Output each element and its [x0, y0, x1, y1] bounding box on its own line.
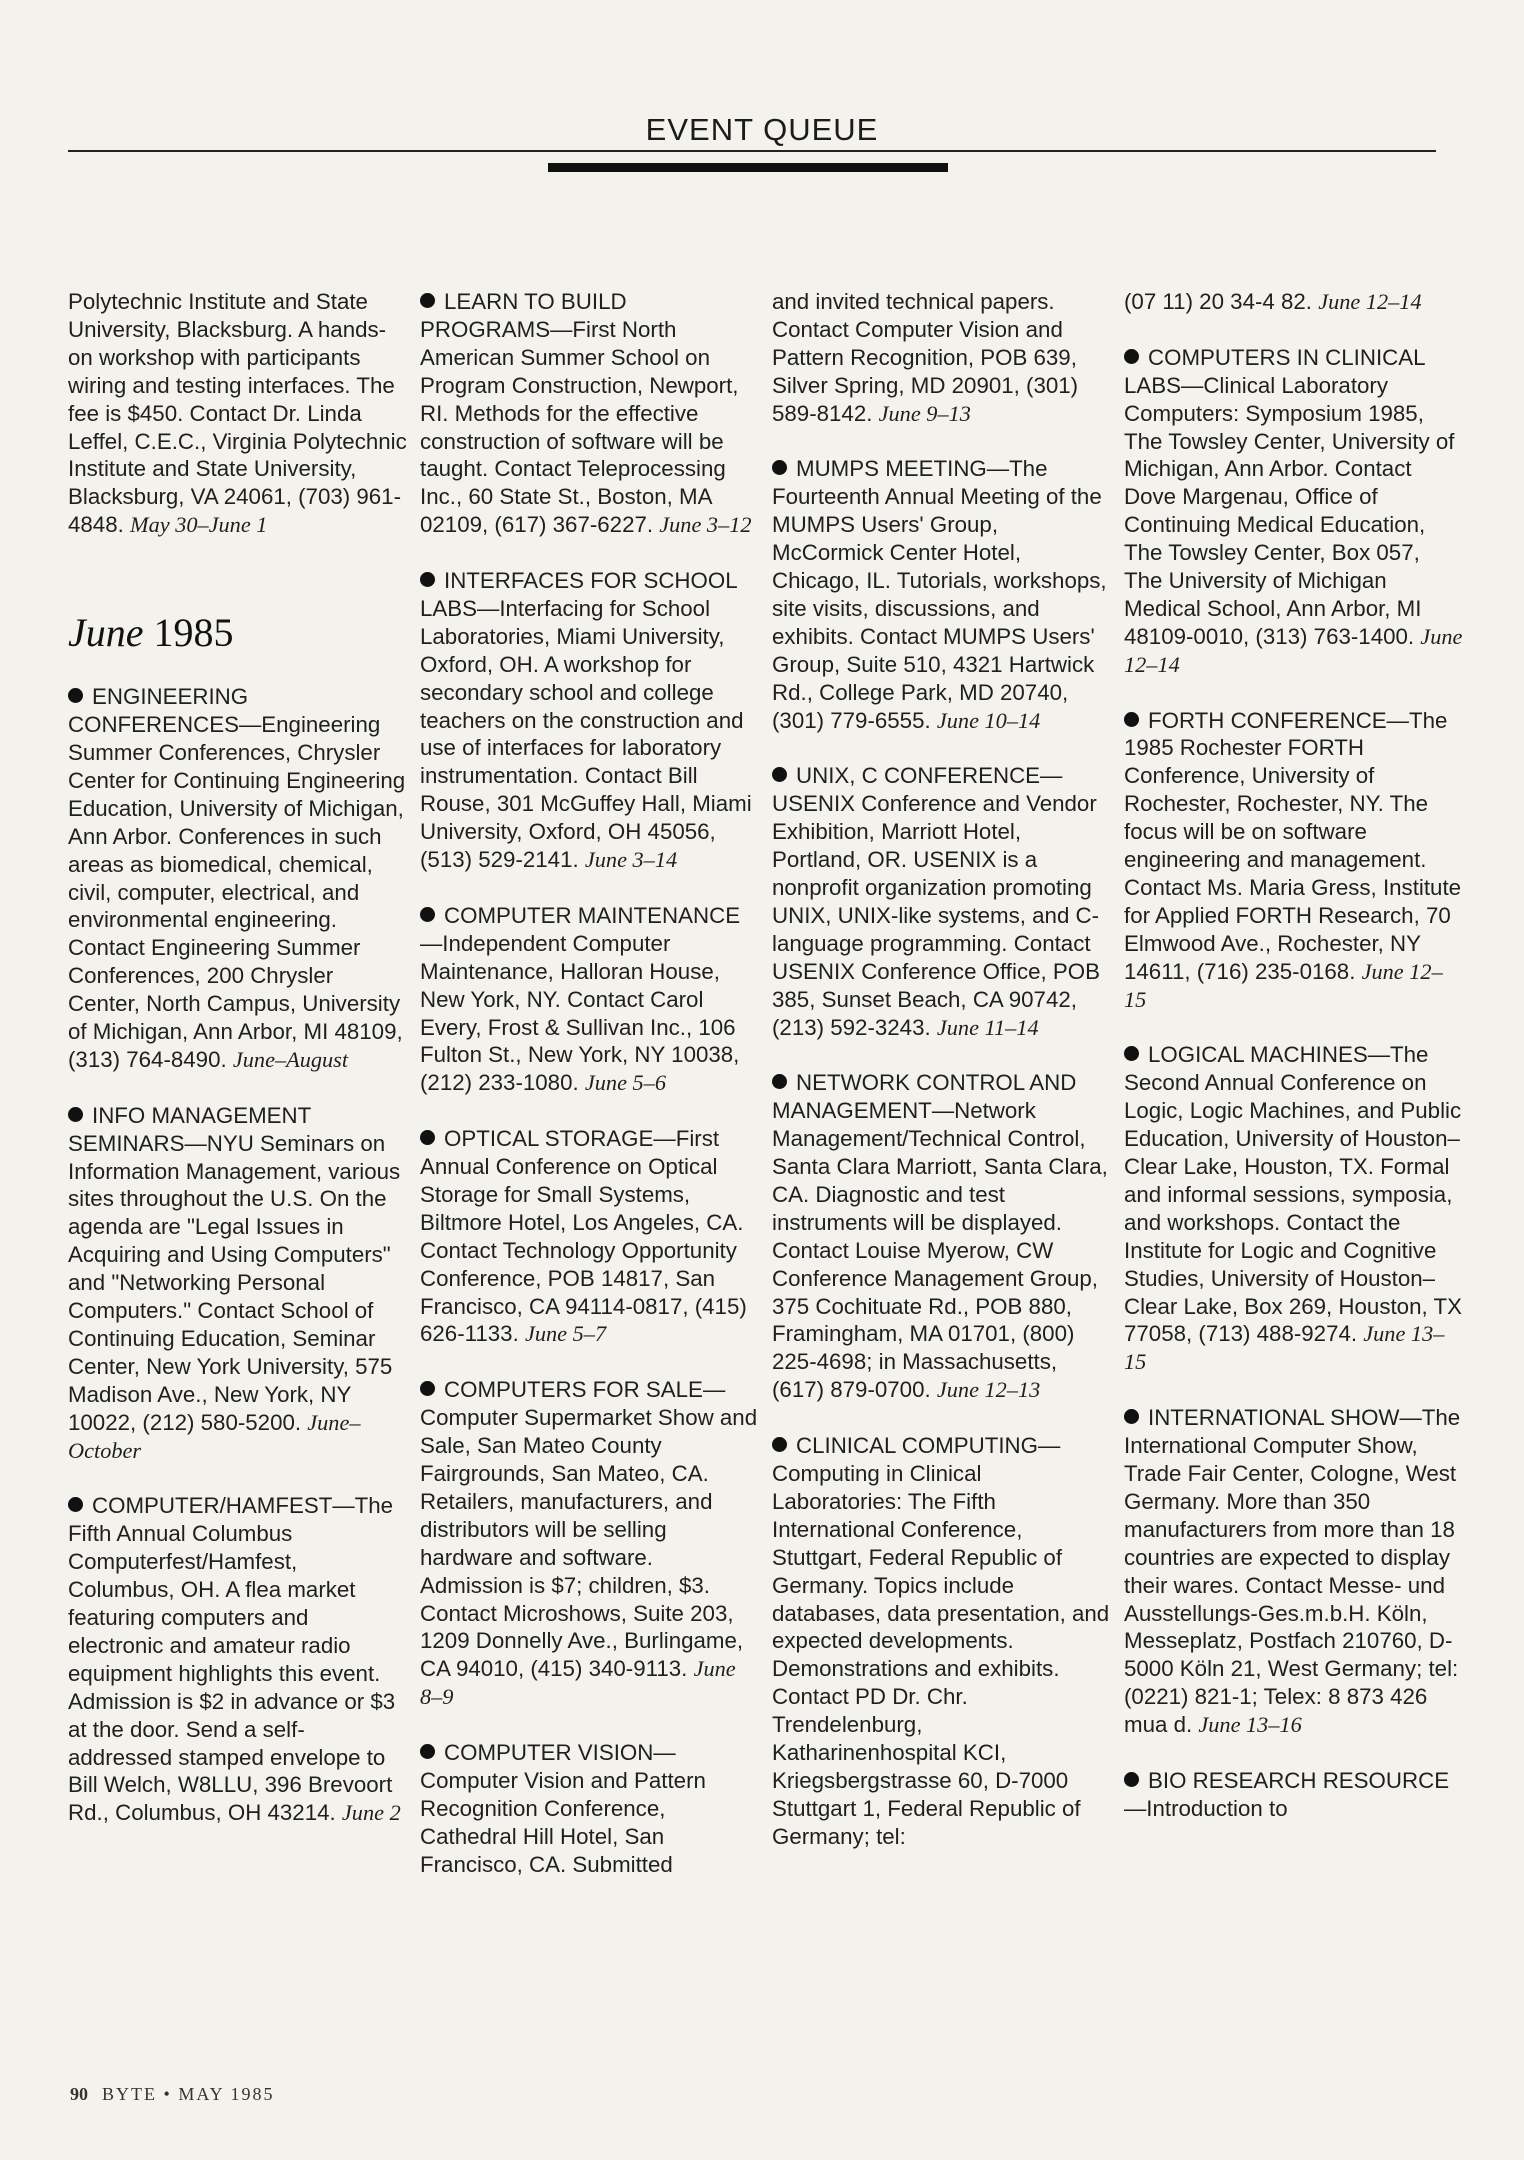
column-2: [420, 288, 760, 1906]
event-title: COMPUTERS FOR SALE: [444, 1377, 703, 1403]
event-listing: [1124, 707, 1464, 1014]
event-listing: [420, 902, 760, 1097]
event-listing: [420, 288, 760, 539]
event-description: (07 11) 20 34-4 82.: [1124, 289, 1312, 314]
event-listing: [68, 288, 408, 539]
event-text: COMPUTER/HAMFEST—The Fifth Annual Columbus Computerfest/Hamfest, Columbus, OH. A flea market featuring computers and electronic and amateur radio equipment highlights this event. Admission is $2 in advance or $3 at the door. Send a self-addressed stamped envelope to Bill Welch, W8LLU, 396 Brevoort Rd., Columbus, OH 43214. June 2: [68, 1493, 401, 1826]
event-listing: [772, 762, 1112, 1041]
bullet-icon: [772, 1074, 787, 1089]
event-text: LEARN TO BUILD PROGRAMS—First North American Summer School on Program Construction, Newport, RI. Methods for the effective construction of software will be taught. Contact Teleprocessing Inc., 60 State St., Boston, MA 02109, (617) 367-6227. June 3–12: [420, 289, 752, 538]
column-4: [1124, 288, 1464, 1851]
event-description: USENIX Conference and Vendor Exhibition, Marriott Hotel, Portland, OR. USENIX is a nonprofit organization promoting UNIX, UNIX-like systems, and C-language programming. Contact USENIX Conference Office, POB 385, Sunset Beach, CA 90742, (213) 592-3243.: [772, 791, 1100, 1040]
event-title: COMPUTER MAINTENANCE: [444, 902, 741, 928]
event-description: Network Management/Technical Control, Santa Clara Marriott, Santa Clara, CA. Diagnostic and test instruments will be displayed. Contact Louise Myerow, CW Conference Management Group, 375 Cochituate Rd., POB 880, Framingham, MA 01701, (800) 225-4698; in Massachusetts, (617) 879-0700.: [772, 1098, 1108, 1403]
event-date: June 13–15: [1124, 1321, 1445, 1375]
event-listing: [68, 683, 408, 1074]
bullet-icon: [420, 907, 435, 922]
event-date: June–August: [232, 1046, 349, 1072]
event-date: June 12–14: [1318, 289, 1422, 314]
event-description: Independent Computer Maintenance, Halloran House, New York, NY. Contact Carol Every, Frost & Sullivan Inc., 106 Fulton St., New York, NY 10038, (212) 233-1080.: [420, 930, 740, 1096]
event-title: LEARN TO BUILD PROGRAMS: [420, 289, 627, 342]
bullet-icon: [772, 460, 787, 475]
event-listing: [420, 1125, 760, 1348]
event-description: Computer Supermarket Show and Sale, San Mateo County Fairgrounds, San Mateo, CA. Retailers, manufacturers, and distributors will be selling hardware and software. Admission is $7; children, $3. Contact Microshows, Suite 203, 1209 Donnelly Ave., Burlingame, CA 94010, (415) 340-9113.: [420, 1405, 758, 1682]
page-section-title: EVENT QUEUE: [645, 112, 879, 147]
event-description: Computer Vision and Pattern Recognition Conference, Cathedral Hill Hotel, San Francisco, CA. Submitted: [420, 1767, 706, 1877]
event-date: June 9–13: [878, 400, 971, 426]
month-name: June: [68, 610, 144, 656]
event-title: LOGICAL MACHINES: [1148, 1042, 1368, 1068]
event-title: NETWORK CONTROL AND MANAGEMENT: [772, 1070, 1077, 1124]
event-date: June 3–12: [659, 512, 752, 538]
event-text: BIO RESEARCH RESOURCE—Introduction to: [1124, 1767, 1450, 1821]
event-description: and invited technical papers. Contact Computer Vision and Pattern Recognition, POB 639, Silver Spring, MD 20901, (301) 589-8142.: [772, 289, 1079, 426]
bullet-icon: [772, 1437, 787, 1452]
event-text: [68, 288, 408, 539]
event-text: NETWORK CONTROL AND MANAGEMENT—Network Management/Technical Control, Santa Clara Marriott, Santa Clara, CA. Diagnostic and test instruments will be displayed. Contact Louise Myerow, CW Conference Management Group, 375 Cochituate Rd., POB 880, Framingham, MA 01701, (800) 225-4698; in Massachusetts, (617) 879-0700. June 12–13: [772, 1070, 1108, 1403]
event-listing: [1124, 1767, 1464, 1823]
event-description: The International Computer Show, Trade Fair Center, Cologne, West Germany. More than 350 manufacturers from more than 18 countries are expected to display their wares. Contact Messe- und Ausstellungs-Ges.m.b.H. Köln, Messeplatz, Postfach 210760, D-5000 Köln 21, West Germany; tel: (0221) 821-1; Telex: 8 873 426 mua d.: [1124, 1405, 1461, 1738]
event-title: COMPUTER/HAMFEST: [92, 1493, 333, 1519]
event-title: FORTH CONFERENCE: [1148, 707, 1387, 733]
event-text: INTERFACES FOR SCHOOL LABS—Interfacing for School Laboratories, Miami University, Oxford, OH. A workshop for secondary school and college teachers on the construction and use of interfaces for laboratory instrumentation. Contact Bill Rouse, 301 McGuffey Hall, Miami University, Oxford, OH 45056, (513) 529-2141. June 3–14: [420, 568, 752, 873]
event-text: LOGICAL MACHINES—The Second Annual Conference on Logic, Logic Machines, and Public Education, University of Houston–Clear Lake, Houston, TX. Formal and informal sessions, symposia, and workshops. Contact the Institute for Logic and Cognitive Studies, University of Houston–Clear Lake, Box 269, Houston, TX 77058, (713) 488-9274. June 13–15: [1124, 1042, 1462, 1375]
event-text: COMPUTERS FOR SALE—Computer Supermarket Show and Sale, San Mateo County Fairgrounds, San Mateo, CA. Retailers, manufacturers, and distributors will be selling hardware and software. Admission is $7; children, $3. Contact Microshows, Suite 203, 1209 Donnelly Ave., Burlingame, CA 94010, (415) 340-9113. June 8–9: [420, 1377, 758, 1710]
event-listing: [772, 288, 1112, 428]
event-text: INTERNATIONAL SHOW—The International Computer Show, Trade Fair Center, Cologne, West Germany. More than 350 manufacturers from more than 18 countries are expected to display their wares. Contact Messe- und Ausstellungs-Ges.m.b.H. Köln, Messeplatz, Postfach 210760, D-5000 Köln 21, West Germany; tel: (0221) 821-1; Telex: 8 873 426 mua d. June 13–16: [1124, 1405, 1461, 1738]
event-description: The 1985 Rochester FORTH Conference, University of Rochester, Rochester, NY. The focus will be on software engineering and management. Contact Ms. Maria Gress, Institute for Applied FORTH Research, 70 Elmwood Ave., Rochester, NY 14611, (716) 235-0168.: [1124, 707, 1462, 984]
column-3: [772, 288, 1112, 1879]
issue-date: MAY 1985: [178, 2084, 275, 2104]
event-listing: [68, 1492, 408, 1827]
event-date: May 30–June 1: [130, 512, 268, 538]
event-title: INFO MANAGEMENT SEMINARS: [68, 1102, 311, 1156]
event-description: Polytechnic Institute and State University, Blacksburg. A hands-on workshop with participants wiring and testing interfaces. The fee is $450. Contact Dr. Linda Leffel, C.E.C., Virginia Polytechnic Institute and State University, Blacksburg, VA 24061, (703) 961-4848.: [68, 289, 407, 538]
event-date: June 8–9: [420, 1656, 736, 1710]
event-text: CLINICAL COMPUTING—Computing in Clinical Laboratories: The Fifth International Conference, Stuttgart, Federal Republic of Germany. Topics include databases, data presentation, and expected developments. Demonstrations and exhibits. Contact PD Dr. Chr. Trendelenburg, Katharinenhospital KCI, Kriegsbergstrasse 60, D-7000 Stuttgart 1, Federal Republic of Germany; tel:: [772, 1433, 1110, 1849]
event-text: COMPUTER MAINTENANCE—Independent Computer Maintenance, Halloran House, New York, NY. Contact Carol Every, Frost & Sullivan Inc., 106 Fulton St., New York, NY 10038, (212) 233-1080. June 5–6: [420, 902, 741, 1096]
event-text: OPTICAL STORAGE—First Annual Conference on Optical Storage for Small Systems, Biltmore Hotel, Los Angeles, CA. Contact Technology Opportunity Conference, POB 14817, San Francisco, CA 94114-0817, (415) 626-1133. June 5–7: [420, 1126, 747, 1347]
event-description: NYU Seminars on Information Management, various sites throughout the U.S. On the agenda are "Legal Issues in Acquiring and Using Computers" and "Networking Personal Computers." Contact School of Continuing Education, Seminar Center, New York University, 575 Madison Ave., New York, NY 10022, (212) 580-5200.: [68, 1130, 401, 1435]
header-rule: [68, 150, 1436, 152]
bullet-icon: [420, 1744, 435, 1759]
event-date: June 12–13: [936, 1377, 1041, 1403]
event-text: FORTH CONFERENCE—The 1985 Rochester FORTH Conference, University of Rochester, Rochester, NY. The focus will be on software engineering and management. Contact Ms. Maria Gress, Institute for Applied FORTH Research, 70 Elmwood Ave., Rochester, NY 14611, (716) 235-0168. June 12–15: [1124, 707, 1462, 1012]
bullet-icon: [1124, 349, 1139, 364]
bullet-icon: [420, 1381, 435, 1396]
page-footer: [70, 2084, 275, 2105]
event-date: June 12–15: [1124, 958, 1443, 1012]
event-description: The Second Annual Conference on Logic, Logic Machines, and Public Education, University of Houston–Clear Lake, Houston, TX. Formal and informal sessions, symposia, and workshops. Contact the Institute for Logic and Cognitive Studies, University of Houston–Clear Lake, Box 269, Houston, TX 77058, (713) 488-9274.: [1124, 1042, 1462, 1347]
event-date: June 3–14: [584, 847, 678, 873]
event-listing: [772, 455, 1112, 734]
month-year: 1985: [153, 610, 234, 656]
event-text: COMPUTER VISION—Computer Vision and Pattern Recognition Conference, Cathedral Hill Hotel, San Francisco, CA. Submitted: [420, 1740, 706, 1877]
event-description: Interfacing for School Laboratories, Miami University, Oxford, OH. A workshop for secondary school and college teachers on the construction and use of interfaces for laboratory instrumentation. Contact Bill Rouse, 301 McGuffey Hall, Miami University, Oxford, OH 45056, (513) 529-2141.: [420, 595, 752, 873]
event-listing: [420, 1739, 760, 1879]
event-title: COMPUTER VISION: [444, 1740, 654, 1766]
event-text: MUMPS MEETING—The Fourteenth Annual Meeting of the MUMPS Users' Group, McCormick Center Hotel, Chicago, IL. Tutorials, workshops, site visits, discussions, and exhibits. Contact MUMPS Users' Group, Suite 510, 4321 Hartwick Rd., College Park, MD 20740, (301) 779-6555. June 10–14: [772, 456, 1107, 733]
event-date: June 5–7: [524, 1321, 607, 1347]
event-text: ENGINEERING CONFERENCES—Engineering Summer Conferences, Chrysler Center for Continuing Engineering Education, University of Michigan, Ann Arbor. Conferences in such areas as biomedical, chemical, civil, computer, electrical, and environmental engineering. Contact Engineering Summer Conferences, 200 Chrysler Center, North Campus, University of Michigan, Ann Arbor, MI 48109, (313) 764-8490. June–August: [68, 684, 406, 1072]
event-description: First North American Summer School on Program Construction, Newport, RI. Methods for the effective construction of software will be taught. Contact Teleprocessing Inc., 60 State St., Boston, MA 02109, (617) 367-6227.: [420, 316, 739, 538]
event-date: June 13–16: [1198, 1712, 1302, 1738]
bullet-icon: [420, 572, 435, 587]
bullet-icon: [1124, 1772, 1139, 1787]
bullet-icon: [420, 293, 435, 308]
bullet-icon: [420, 1130, 435, 1145]
event-title: MUMPS MEETING: [796, 456, 987, 482]
month-heading: [68, 609, 408, 657]
event-title: INTERFACES FOR SCHOOL LABS: [420, 568, 737, 621]
event-text: COMPUTERS IN CLINICAL LABS—Clinical Laboratory Computers: Symposium 1985, The Towsley Center, University of Michigan, Ann Arbor. Contact Dove Margenau, Office of Continuing Medical Education, The Towsley Center, Box 057, The University of Michigan Medical School, Ann Arbor, MI 48109-0010, (313) 763-1400. June 12–14: [1124, 344, 1463, 677]
event-listing: [1124, 344, 1464, 679]
bullet-icon: [1124, 1046, 1139, 1061]
event-description: Computing in Clinical Laboratories: The Fifth International Conference, Stuttgart, Federal Republic of Germany. Topics include databases, data presentation, and expected developments. Demonstrations and exhibits. Contact PD Dr. Chr. Trendelenburg, Katharinenhospital KCI, Kriegsbergstrasse 60, D-7000 Stuttgart 1, Federal Republic of Germany; tel:: [772, 1461, 1110, 1849]
event-listing: [1124, 1041, 1464, 1376]
bullet-icon: [1124, 712, 1139, 727]
event-text: UNIX, C CONFERENCE—USENIX Conference and Vendor Exhibition, Marriott Hotel, Portland, OR. USENIX is a nonprofit organization promoting UNIX, UNIX-like systems, and C-language programming. Contact USENIX Conference Office, POB 385, Sunset Beach, CA 90742, (213) 592-3243. June 11–14: [772, 763, 1100, 1040]
event-date: June–October: [68, 1409, 361, 1463]
column-1: [68, 288, 408, 1855]
event-title: UNIX, C CONFERENCE: [796, 763, 1041, 789]
event-text: [772, 288, 1112, 428]
event-date: June 10–14: [936, 707, 1041, 733]
event-listing: [1124, 1404, 1464, 1739]
bullet-icon: [68, 1107, 83, 1122]
footer-separator: •: [163, 2084, 172, 2104]
event-description: The Fourteenth Annual Meeting of the MUMPS Users' Group, McCormick Center Hotel, Chicago, IL. Tutorials, workshops, site visits, discussions, and exhibits. Contact MUMPS Users' Group, Suite 510, 4321 Hartwick Rd., College Park, MD 20740, (301) 779-6555.: [772, 456, 1107, 733]
header-accent-bar: [548, 163, 948, 172]
event-date: June 12–14: [1124, 623, 1463, 677]
event-listing: [68, 1102, 408, 1465]
event-date: June 11–14: [936, 1014, 1039, 1040]
bullet-icon: [68, 1497, 83, 1512]
event-description: Clinical Laboratory Computers: Symposium 1985, The Towsley Center, University of Michigan, Ann Arbor. Contact Dove Margenau, Office of Continuing Medical Education, The Towsley Center, Box 057, The University of Michigan Medical School, Ann Arbor, MI 48109-0010, (313) 763-1400.: [1124, 372, 1455, 649]
event-text: [1124, 288, 1464, 316]
page-number: 90: [70, 2084, 88, 2104]
event-title: BIO RESEARCH RESOURCE: [1148, 1767, 1450, 1793]
event-title: CLINICAL COMPUTING: [796, 1433, 1038, 1459]
bullet-icon: [68, 688, 83, 703]
event-description: Engineering Summer Conferences, Chrysler Center for Continuing Engineering Education, University of Michigan, Ann Arbor. Conferences in such areas as biomedical, chemical, civil, computer, electrical, and environmental engineering. Contact Engineering Summer Conferences, 200 Chrysler Center, North Campus, University of Michigan, Ann Arbor, MI 48109, (313) 764-8490.: [68, 712, 406, 1072]
event-date: June 2: [341, 1800, 401, 1826]
event-text: INFO MANAGEMENT SEMINARS—NYU Seminars on Information Management, various sites throughout the U.S. On the agenda are "Legal Issues in Acquiring and Using Computers" and "Networking Personal Computers." Contact School of Continuing Education, Seminar Center, New York University, 575 Madison Ave., New York, NY 10022, (212) 580-5200. June–October: [68, 1102, 401, 1463]
event-title: INTERNATIONAL SHOW: [1148, 1405, 1400, 1431]
magazine-name: BYTE: [102, 2084, 157, 2104]
event-description: The Fifth Annual Columbus Computerfest/Hamfest, Columbus, OH. A flea market featuring computers and electronic and amateur radio equipment highlights this event. Admission is $2 in advance or $3 at the door. Send a self-addressed stamped envelope to Bill Welch, W8LLU, 396 Brevoort Rd., Columbus, OH 43214.: [68, 1493, 396, 1826]
event-description: Introduction to: [1146, 1795, 1288, 1821]
bullet-icon: [1124, 1409, 1139, 1424]
event-description: First Annual Conference on Optical Storage for Small Systems, Biltmore Hotel, Los Angeles, CA. Contact Technology Opportunity Conference, POB 14817, San Francisco, CA 94114-0817, (415) 626-1133.: [420, 1126, 747, 1347]
event-listing: [420, 1376, 760, 1711]
event-listing: [772, 1432, 1112, 1851]
event-title: OPTICAL STORAGE: [444, 1126, 654, 1152]
event-title: COMPUTERS IN CLINICAL LABS: [1124, 344, 1425, 398]
event-listing: [772, 1069, 1112, 1404]
event-listing: [420, 567, 760, 874]
event-listing: [1124, 288, 1464, 316]
bullet-icon: [772, 767, 787, 782]
event-title: ENGINEERING CONFERENCES: [68, 684, 249, 738]
event-date: June 5–6: [584, 1070, 666, 1096]
